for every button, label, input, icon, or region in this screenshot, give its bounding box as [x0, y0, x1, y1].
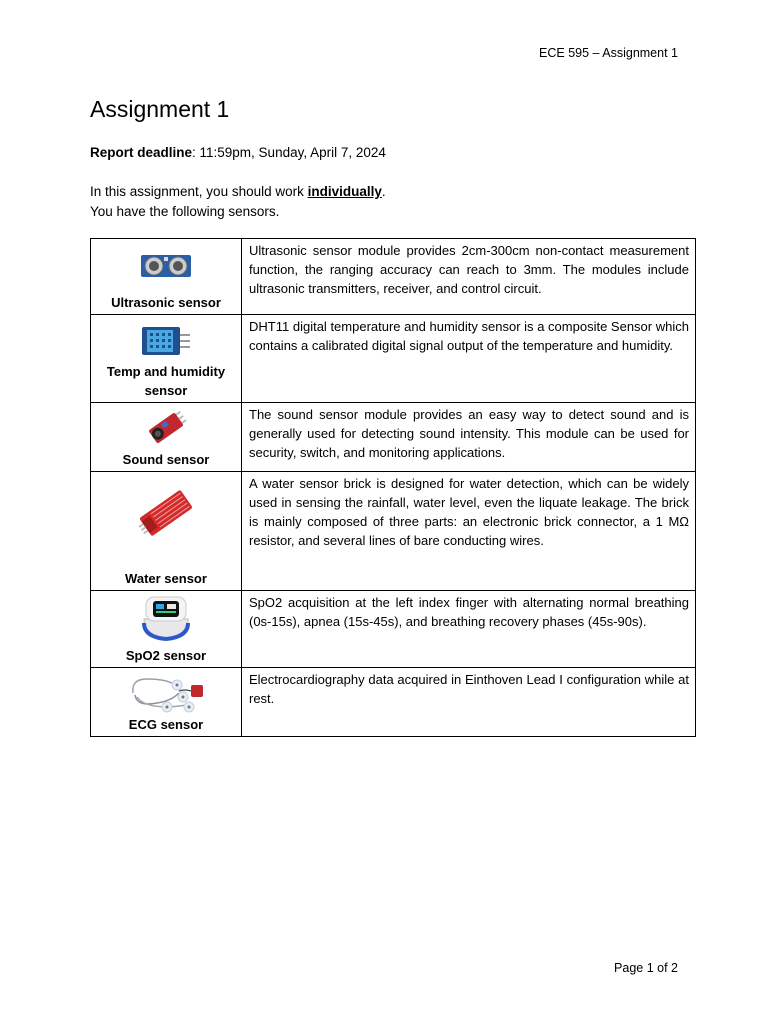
sensor-name-cell	[91, 668, 242, 737]
sensor-name: Temp and humidity sensor	[106, 364, 226, 398]
intro-line-1-end: .	[381, 184, 386, 199]
sensor-description: DHT11 digital temperature and humidity sensor is a composite Sensor which contains a calibrated digital signal output of the temperature and humidity.	[242, 315, 696, 403]
table-row	[91, 403, 696, 472]
sensor-description: A water sensor brick is designed for water detection, which can be widely used in sensing the rainfall, water level, even the liquate leakage. The brick is mainly composed of three parts: an electronic brick connector, a 1 MΩ resistor, and several lines of bare conducting wires.	[242, 472, 696, 591]
table-row	[91, 239, 696, 315]
table-row	[91, 668, 696, 737]
table-row	[91, 591, 696, 668]
intro-text	[90, 182, 386, 222]
sensor-name: Water sensor	[125, 571, 207, 586]
sensor-name: Sound sensor	[122, 452, 210, 467]
intro-line-1	[90, 182, 386, 202]
report-deadline	[90, 145, 386, 160]
ultrasonic-sensor-icon	[91, 251, 241, 281]
sensor-name: SpO2 sensor	[125, 648, 207, 663]
page-number: Page 1 of 2	[614, 961, 678, 975]
sensor-description: Electrocardiography data acquired in Einthoven Lead I configuration while at rest.	[242, 668, 696, 737]
sensor-name-cell	[91, 472, 242, 591]
deadline-label: Report deadline	[90, 145, 193, 160]
water-sensor-icon	[91, 482, 241, 544]
page-header: ECE 595 – Assignment 1	[539, 46, 678, 60]
sensor-name-cell	[91, 591, 242, 668]
intro-line-2: You have the following sensors.	[90, 204, 280, 219]
sensor-description: The sound sensor module provides an easy way to detect sound and is generally used for detecting sound intensity. This module can be used for security, switch, and monitoring applications.	[242, 403, 696, 472]
deadline-value: : 11:59pm, Sunday, April 7, 2024	[192, 145, 386, 160]
dht11-sensor-icon	[91, 325, 241, 357]
sensor-name-cell	[91, 239, 242, 315]
table-row	[91, 472, 696, 591]
sensor-description: Ultrasonic sensor module provides 2cm-300cm non-contact measurement function, the ranging accuracy can reach to 3mm. The modules include ultrasonic transmitters, receiver, and control circuit.	[242, 239, 696, 315]
sensor-name: ECG sensor	[128, 717, 204, 732]
intro-emphasis: individually	[307, 184, 382, 199]
sound-sensor-icon	[91, 406, 241, 450]
intro-line-1-text: In this assignment, you should work	[90, 184, 308, 199]
sensor-name-cell	[91, 315, 242, 403]
pulse-oximeter-icon	[91, 593, 241, 645]
table-row	[91, 315, 696, 403]
sensor-name: Ultrasonic sensor	[111, 295, 221, 310]
sensor-table	[90, 238, 696, 737]
sensor-name-cell	[91, 403, 242, 472]
sensor-description: SpO2 acquisition at the left index finger with alternating normal breathing (0s-15s), apnea (15s-45s), and breathing recovery phases (45s-90s).	[242, 591, 696, 668]
page-title: Assignment 1	[90, 96, 230, 122]
ecg-electrodes-icon	[91, 671, 241, 715]
